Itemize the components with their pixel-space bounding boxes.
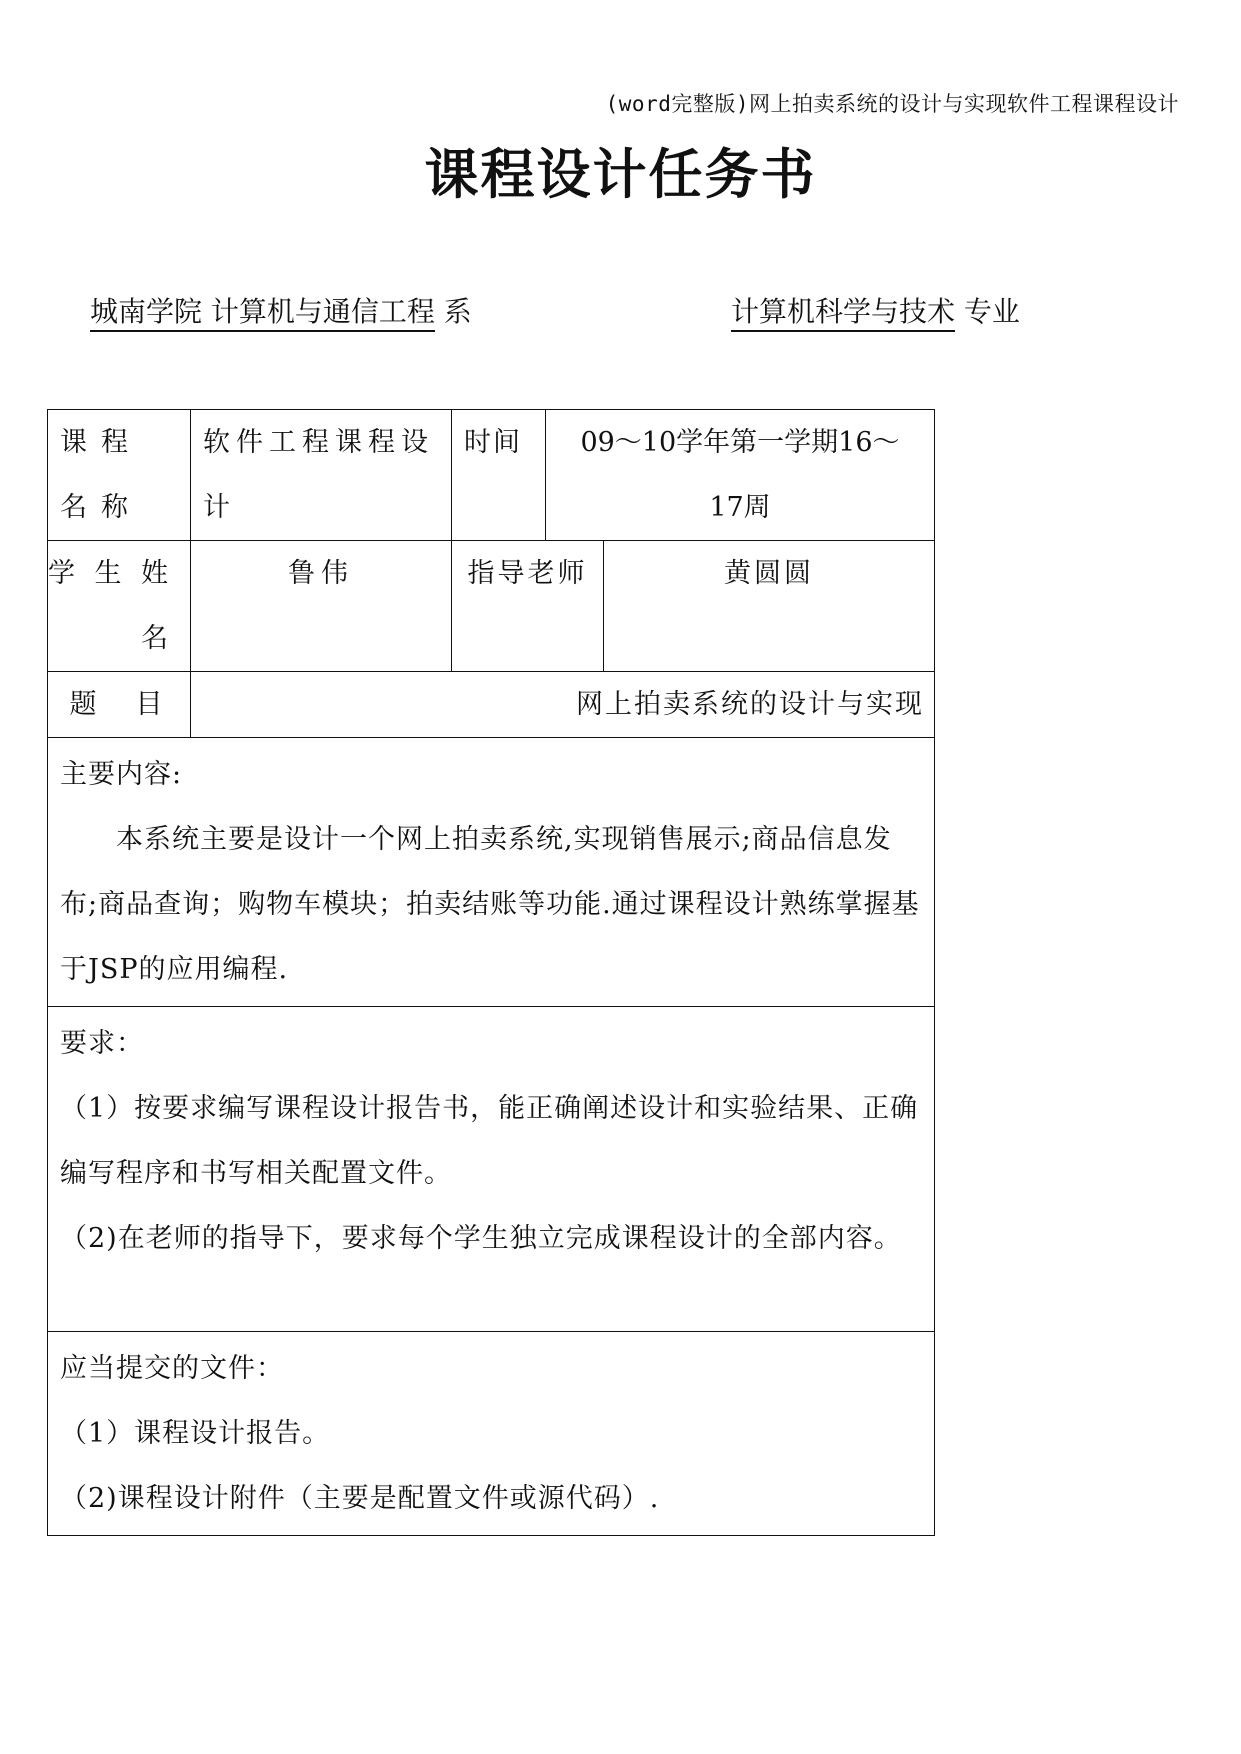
department-suffix: 系: [434, 295, 472, 328]
student-name-label: 学生姓名: [48, 541, 191, 672]
major-name: 计算机科学与技术: [731, 295, 955, 332]
time-value: 09～10学年第一学期16～17周: [546, 410, 935, 541]
advisor-value: 黄圆圆: [604, 541, 935, 672]
requirements-section: [48, 1007, 935, 1332]
course-name-value: 软件工程课程设计: [191, 410, 452, 541]
requirements-heading: 要求：: [60, 1028, 144, 1059]
student-name-value: 鲁伟: [191, 541, 452, 672]
major-suffix: 专业: [955, 295, 1020, 328]
requirement-item: （1）按要求编写课程设计报告书，能正确阐述设计和实验结果、正确编写程序和书写相关配置文件。: [60, 1093, 919, 1189]
table-row: [48, 1007, 935, 1332]
main-content-heading: 主要内容:: [60, 759, 183, 790]
running-header: (word完整版)网上拍卖系统的设计与实现软件工程课程设计: [605, 92, 1179, 116]
submission-item: （1）课程设计报告。: [60, 1418, 331, 1449]
main-content-section: [48, 738, 935, 1007]
topic-value: 网上拍卖系统的设计与实现: [191, 672, 935, 738]
school-department: 城南学院 计算机与通信工程: [90, 295, 435, 332]
table-row: [48, 738, 935, 1007]
course-name-label: 课程名称: [48, 410, 191, 541]
main-content-body: 本系统主要是设计一个网上拍卖系统,实现销售展示;商品信息发布;商品查询；购物车模块；拍卖结账等功能.通过课程设计熟练掌握基于JSP的应用编程.: [60, 824, 920, 985]
requirement-item: （2)在老师的指导下，要求每个学生独立完成课程设计的全部内容。: [60, 1223, 902, 1254]
submission-heading: 应当提交的文件：: [60, 1353, 284, 1384]
table-row: [48, 541, 935, 672]
submission-item: （2)课程设计附件（主要是配置文件或源代码）.: [60, 1483, 660, 1514]
time-label: 时间: [452, 410, 546, 541]
advisor-label: 指导老师: [452, 541, 604, 672]
task-table: [47, 409, 935, 1536]
table-row: [48, 410, 935, 541]
table-row: [48, 1332, 935, 1536]
topic-label: 题 目: [48, 672, 191, 738]
page-title: 课程设计任务书: [424, 143, 817, 206]
department-line: [90, 290, 472, 330]
major-line: [731, 290, 1020, 330]
submission-section: [48, 1332, 935, 1536]
table-row: [48, 672, 935, 738]
